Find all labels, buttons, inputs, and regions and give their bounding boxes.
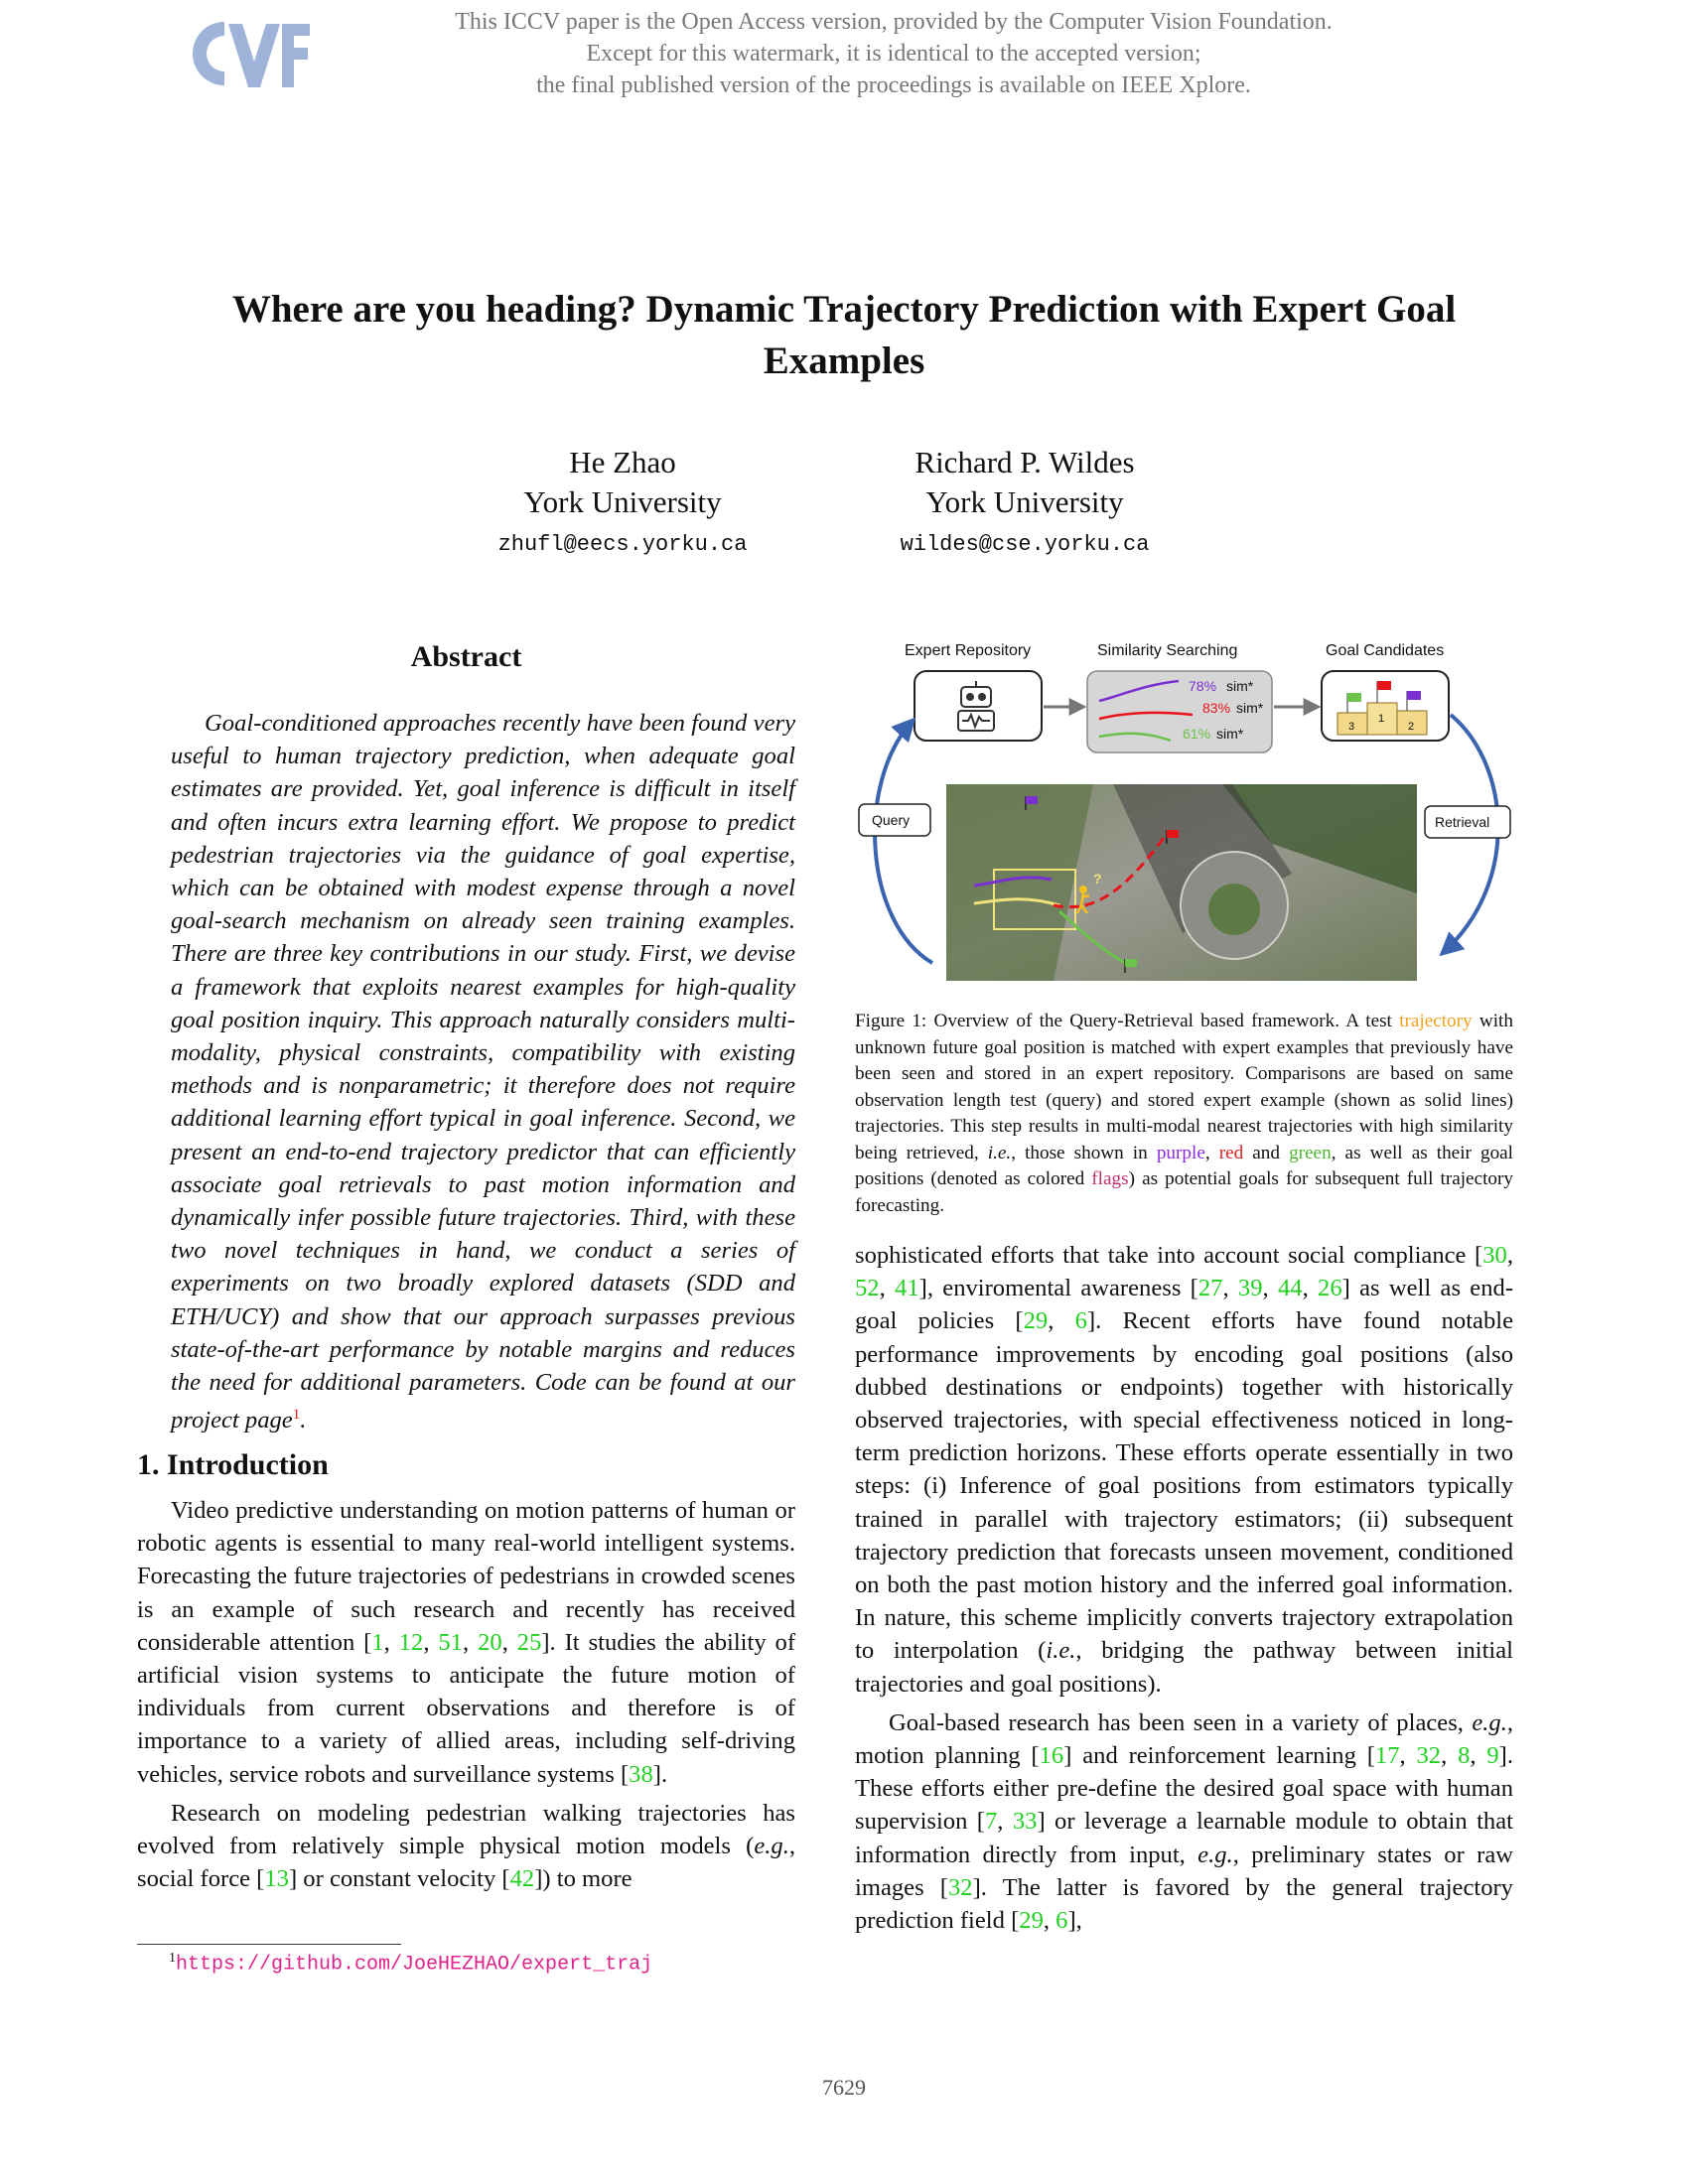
abstract-body — [137, 707, 795, 1437]
similarity-label: sim* — [1236, 700, 1264, 716]
title-line: Where are you heading? Dynamic Trajectory Prediction with Expert Goal — [231, 288, 1457, 331]
text-run: , motion planning [ — [855, 1708, 1513, 1770]
text-run: , — [879, 1275, 896, 1302]
text-run: , — [1048, 1307, 1075, 1335]
text-run: , — [463, 1628, 479, 1656]
text-run: ]) to more — [534, 1865, 633, 1893]
citation-link[interactable]: 42 — [509, 1865, 535, 1893]
label-similarity-searching: Similarity Searching — [1097, 642, 1238, 659]
intro-paragraph — [137, 1797, 795, 1896]
text-run: ], — [1067, 1907, 1082, 1935]
citation-link[interactable]: 6 — [1055, 1907, 1068, 1935]
abstract-paragraph — [171, 707, 795, 1437]
author-block — [816, 443, 1233, 560]
citation-link[interactable]: 26 — [1318, 1275, 1342, 1302]
text-run: and — [1243, 1142, 1290, 1163]
citation-link[interactable]: 51 — [438, 1628, 464, 1656]
citation-link[interactable]: 32 — [947, 1873, 973, 1901]
citation-link[interactable]: 52 — [855, 1275, 880, 1302]
text-run: , — [1506, 1242, 1513, 1269]
text-run: ] as well as end-goal policies [ — [855, 1275, 1514, 1335]
citation-link[interactable]: 39 — [1237, 1275, 1263, 1302]
citation-link[interactable]: 27 — [1197, 1275, 1223, 1302]
author-block — [414, 443, 831, 560]
text-run: e.g. — [1197, 1841, 1233, 1868]
text-run: , preliminary states or raw images [ — [855, 1841, 1513, 1901]
text-run: , — [423, 1628, 439, 1656]
citation-link[interactable]: 30 — [1482, 1242, 1507, 1269]
text-run: , — [1470, 1742, 1487, 1770]
body-paragraph — [855, 1239, 1513, 1701]
pedestrian-icon — [1079, 886, 1087, 893]
figure-caption — [855, 1009, 1513, 1219]
text-run: , — [1262, 1275, 1278, 1302]
author-affiliation: York University — [523, 484, 722, 519]
citation-link[interactable]: 7 — [985, 1808, 998, 1836]
podium-rank: 1 — [1378, 713, 1385, 725]
author-name: Richard P. Wildes — [914, 445, 1135, 479]
citation-link[interactable]: 16 — [1039, 1742, 1064, 1770]
citation-link[interactable]: 41 — [895, 1275, 919, 1302]
citation-link[interactable]: 13 — [264, 1865, 289, 1893]
text-run: ) as potential goals for subsequent full trajectory forecasting. — [855, 1168, 1514, 1216]
query-label: Query — [872, 812, 911, 828]
text-run: , — [1043, 1907, 1056, 1935]
text-run: Figure 1: Overview of the Query-Retrieval based framework. A test — [855, 1011, 1400, 1031]
text-run: ]. These efforts either pre-define the desired goal space with human supervision [ — [855, 1742, 1513, 1836]
text-run: ] and reinforcement learning [ — [1063, 1742, 1375, 1770]
footnote-mark[interactable]: 1 — [292, 1407, 301, 1424]
similarity-value: 78% — [1189, 678, 1217, 694]
text-run: , social force [ — [137, 1833, 795, 1893]
text-run: , — [997, 1808, 1013, 1836]
text-run: , as well as their goal positions (denoted as colored — [855, 1142, 1514, 1189]
title-line: Examples — [763, 340, 925, 382]
citation-link[interactable]: 29 — [1023, 1307, 1049, 1335]
similarity-label: sim* — [1226, 678, 1254, 694]
text-run: with unknown future goal position is matched with expert examples that previously have been seen and stored in an expert repository. Comparisons are based on same observation length test (query) and stored expert example (shown as solid lines) trajectories. This step results in multi-modal nearest trajectories with high similarity being retrieved, — [855, 1011, 1513, 1163]
abstract-text: Goal-conditioned approaches recently have been found very useful to human trajectory prediction, when adequate goal estimates are provided. Yet, goal inference is difficult in itself and often incurs extra learning effort. We propose to predict pedestrian trajectories via the guidance of goal expertise, which can be obtained with modest expense through a novel goal-search mechanism on already seen training examples. There are three key contributions in our study. First, we devise a framework that exploits nearest examples for high-quality goal position inquiry. This approach naturally considers multi-modality, physical constraints, compatibility with existing methods and is nonparametric; it therefore does not require additional learning effort typical in goal inference. Second, we present an end-to-end trajectory predictor that can efficiently associate goal retrievals to past motion information and dynamically infer possible future trajectories. Third, with these two novel techniques in hand, we conduct a series of experiments on two broadly explored datasets (SDD and ETH/UCY) and show that our approach surpasses previous state-of-the-art performance by notable margins and reduces the need for additional parameters. Code can be found at our project page — [171, 710, 795, 1434]
footnote — [169, 1946, 652, 1979]
query-arrow — [875, 721, 932, 963]
text-run: ]. Recent efforts have found notable performance improvements by encoding goal positions (also dubbed destinations or endpoints) together with historically observed trajectories, with special effectiveness noticed in long-term prediction horizons. These efforts operate essentially in two steps: (i) Inference of goal positions from estimators typically trained in parallel with trajectory estimators; (ii) subsequent trajectory prediction that forecasts unseen movement, conditioned on both the past motion history and the inferred goal information. In nature, this scheme implicitly converts trajectory extrapolation to interpolation ( — [855, 1307, 1514, 1665]
paper-title — [149, 284, 1539, 387]
podium-rank: 3 — [1348, 721, 1355, 733]
text-run: , — [1399, 1742, 1417, 1770]
page-number: 7629 — [822, 2075, 866, 2100]
podium-rank: 2 — [1408, 721, 1415, 733]
citation-link[interactable]: 38 — [629, 1760, 653, 1788]
text-run: Goal-based research has been seen in a variety of places, — [889, 1708, 1473, 1736]
text-run: trajectory — [1399, 1011, 1473, 1031]
author-email: wildes@cse.yorku.ca — [900, 532, 1150, 557]
abstract-end: . — [300, 1407, 307, 1434]
citation-link[interactable]: 25 — [516, 1628, 542, 1656]
text-run: , — [1441, 1742, 1459, 1770]
intro-paragraph — [137, 1494, 795, 1791]
text-run: e.g. — [754, 1833, 789, 1860]
citation-link[interactable]: 8 — [1458, 1742, 1471, 1770]
footnote-number: 1 — [169, 1951, 176, 1966]
watermark — [298, 6, 1489, 101]
text-run: ]. It studies the ability of artificial vision systems to anticipate the future motion of individuals from current observations and therefore is of importance to a variety of allied areas, including self-driving vehicles, service robots and surveillance systems [ — [137, 1628, 796, 1788]
citation-link[interactable]: 32 — [1416, 1742, 1442, 1770]
right-column-body — [855, 1239, 1513, 1937]
text-run: sophisticated efforts that take into account social compliance [ — [855, 1242, 1483, 1269]
citation-link[interactable]: 6 — [1074, 1307, 1087, 1335]
abstract-heading: Abstract — [410, 640, 522, 673]
text-run: purple — [1156, 1142, 1205, 1163]
text-run: ] or leverage a learnable module to obtain that information directly from input, — [855, 1808, 1513, 1868]
question-mark: ? — [1093, 871, 1102, 887]
citation-link[interactable]: 12 — [398, 1628, 424, 1656]
citation-link[interactable]: 1 — [371, 1628, 384, 1656]
text-run: , those shown in — [1011, 1142, 1157, 1163]
text-run: i.e. — [1046, 1637, 1076, 1665]
body-paragraph — [855, 1706, 1513, 1937]
similarity-value: 83% — [1202, 700, 1231, 716]
text-run: Video predictive understanding on motion patterns of human or robotic agents is essential to many real-world intelligent systems. Forecasting the future trajectories of pedestrians in crowded scenes is an example of such research and recently has received considerable attention [ — [137, 1497, 795, 1656]
watermark-line: This ICCV paper is the Open Access version, provided by the Computer Vision Foundation. — [455, 9, 1333, 35]
text-run: ]. The latter is favored by the general trajectory prediction field [ — [855, 1873, 1513, 1935]
author-name: He Zhao — [569, 445, 676, 479]
figure-1 — [855, 635, 1513, 993]
watermark-line: Except for this watermark, it is identical to the accepted version; — [586, 41, 1201, 67]
text-run: Research on modeling pedestrian walking trajectories has evolved from relatively simple physical motion models ( — [137, 1799, 795, 1860]
retrieval-label: Retrieval — [1435, 814, 1490, 830]
similarity-label: sim* — [1216, 726, 1244, 742]
citation-link[interactable]: 9 — [1486, 1742, 1499, 1770]
footnote-rule — [137, 1944, 401, 1945]
author-email: zhufl@eecs.yorku.ca — [497, 532, 748, 557]
watermark-line: the final published version of the proceedings is available on IEEE Xplore. — [536, 72, 1251, 98]
cvf-logo — [185, 12, 310, 95]
text-run: e.g. — [1472, 1708, 1507, 1736]
text-run: , bridging the pathway between initial trajectories and goal positions). — [855, 1637, 1513, 1698]
intro-body — [137, 1494, 795, 1895]
similarity-value: 61% — [1183, 726, 1211, 742]
text-run: i.e. — [987, 1142, 1012, 1163]
section-heading-introduction: 1. Introduction — [137, 1448, 329, 1481]
text-run: , — [1204, 1142, 1219, 1163]
text-run: flags — [1091, 1168, 1129, 1189]
citation-link[interactable]: 29 — [1019, 1907, 1044, 1935]
label-expert-repository: Expert Repository — [905, 642, 1032, 659]
text-run: , — [1222, 1275, 1238, 1302]
text-run: , — [501, 1628, 517, 1656]
text-run: ], enviromental awareness [ — [918, 1275, 1198, 1302]
label-goal-candidates: Goal Candidates — [1326, 642, 1445, 659]
citation-link[interactable]: 20 — [478, 1628, 502, 1656]
text-run: ] or constant velocity [ — [288, 1865, 510, 1893]
citation-link[interactable]: 17 — [1374, 1742, 1400, 1770]
author-affiliation: York University — [925, 484, 1124, 519]
text-run: red — [1218, 1142, 1244, 1163]
text-run: , — [383, 1628, 399, 1656]
citation-link[interactable]: 44 — [1277, 1275, 1303, 1302]
text-run: ]. — [652, 1760, 668, 1788]
text-run: green — [1289, 1142, 1332, 1163]
footnote-url-link[interactable]: https://github.com/JoeHEZHAO/expert_traj — [176, 1953, 653, 1977]
aerial-scene-image — [946, 784, 1417, 981]
text-run: , — [1302, 1275, 1319, 1302]
citation-link[interactable]: 33 — [1012, 1808, 1038, 1836]
